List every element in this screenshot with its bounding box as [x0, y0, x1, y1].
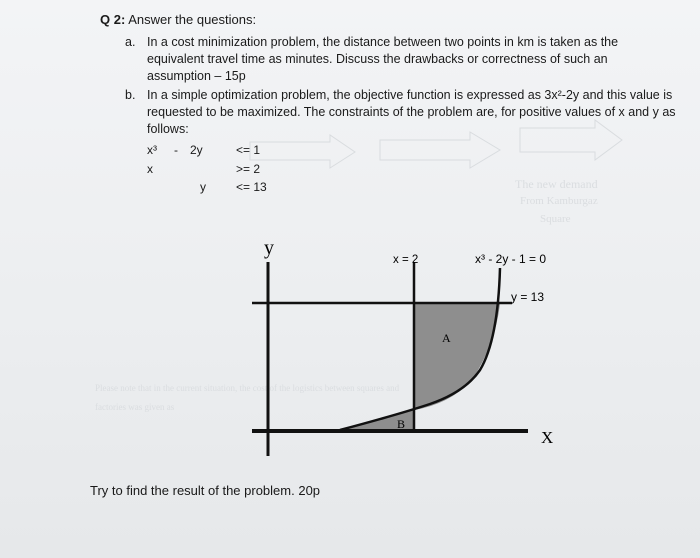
- curve-label: x³ - 2y - 1 = 0: [475, 252, 547, 266]
- line-y-label: y = 13: [511, 290, 545, 304]
- line-x-label: x = 2: [393, 254, 419, 266]
- constraint-lhs-y: y: [200, 180, 206, 194]
- constraint-lhs-x: x: [147, 162, 153, 176]
- x-axis-label: X: [541, 428, 554, 447]
- constraint-lhs-x-cubed: x³: [147, 143, 157, 157]
- constraint-rhs-13: <= 13: [236, 180, 267, 194]
- constraint-rhs-2: >= 2: [236, 162, 261, 176]
- region-b-label: B: [397, 417, 406, 431]
- background-ghost-arrow: [250, 135, 355, 168]
- background-ghost-text: Please note that in the current situation, the cost of the logistics between squares and: [95, 383, 400, 393]
- item-text: In a cost minimization problem, the distance between two points in km is taken as the equivalent travel time as minutes. Discuss the drawbacks or correctness of such an assumption – 15p: [147, 35, 619, 83]
- background-ghost-text: The new demand: [515, 177, 598, 191]
- background-ghost-text: factories was given as: [95, 402, 175, 412]
- footer-instruction: Try to find the result of the problem. 20p: [90, 483, 321, 498]
- constraint-lhs-2y: 2y: [190, 143, 203, 157]
- y-axis-label: y: [264, 237, 274, 259]
- question-number: Q 2:: [100, 12, 126, 27]
- background-ghost-arrow: [520, 120, 622, 160]
- region-a-label: A: [442, 331, 451, 345]
- constraint-rhs-1: <= 1: [236, 143, 261, 157]
- background-ghost-text: From Kamburgaz: [520, 195, 598, 207]
- question-instruction: Answer the questions:: [128, 12, 257, 27]
- item-label: a.: [125, 35, 136, 49]
- background-ghost-text: Square: [540, 213, 571, 225]
- item-label: b.: [125, 88, 136, 102]
- constraint-minus: -: [174, 143, 178, 157]
- background-ghost-arrow: [380, 132, 500, 168]
- item-text: In a simple optimization problem, the objective function is expressed as 3x²-2y and this value is requested to be maximized. The constraints of the problem are, for positive values of x and y as follows:: [147, 88, 676, 136]
